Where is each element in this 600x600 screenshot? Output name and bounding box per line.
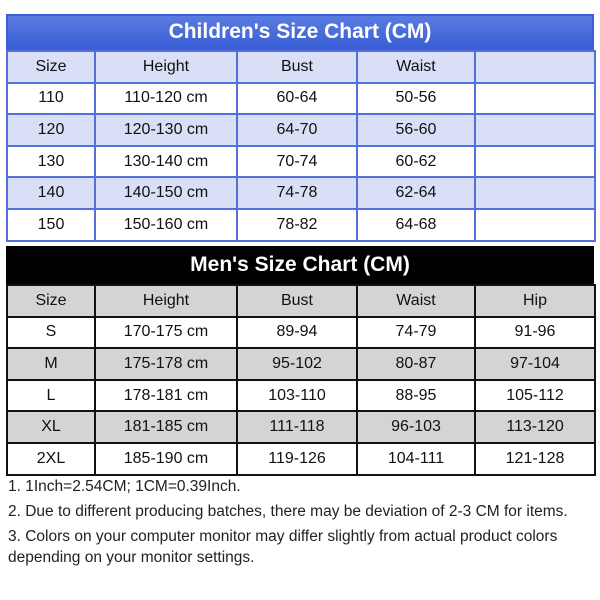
- note-colors: 3. Colors on your computer monitor may differ slightly from actual product colors depending on your monitor settings.: [8, 528, 558, 566]
- table-row: [7, 114, 595, 146]
- cell-height: 130-140 cm: [95, 146, 237, 178]
- cell-height: 150-160 cm: [95, 209, 237, 241]
- cell-waist: 104-111: [357, 443, 475, 475]
- cell-hip: 97-104: [475, 348, 595, 380]
- cell-empty: [475, 146, 595, 178]
- cell-size: 130: [7, 146, 95, 178]
- cell-size: 110: [7, 83, 95, 115]
- cell-waist: 88-95: [357, 380, 475, 412]
- header-size: Size: [7, 51, 95, 83]
- header-height: Height: [95, 285, 237, 317]
- cell-size: L: [7, 380, 95, 412]
- cell-height: 175-178 cm: [95, 348, 237, 380]
- size-notes: [8, 476, 592, 572]
- cell-bust: 89-94: [237, 317, 357, 349]
- cell-bust: 74-78: [237, 177, 357, 209]
- cell-size: XL: [7, 411, 95, 443]
- table-row: [7, 146, 595, 178]
- cell-empty: [475, 177, 595, 209]
- cell-empty: [475, 114, 595, 146]
- cell-waist: 74-79: [357, 317, 475, 349]
- table-row: [7, 411, 595, 443]
- table-header-row: [7, 285, 595, 317]
- note-conversion: 1. 1Inch=2.54CM; 1CM=0.39Inch.: [8, 478, 241, 495]
- header-bust: Bust: [237, 51, 357, 83]
- cell-bust: 64-70: [237, 114, 357, 146]
- header-size: Size: [7, 285, 95, 317]
- note-deviation: 2. Due to different producing batches, there may be deviation of 2-3 CM for items.: [8, 503, 568, 520]
- cell-waist: 60-62: [357, 146, 475, 178]
- cell-bust: 70-74: [237, 146, 357, 178]
- cell-height: 170-175 cm: [95, 317, 237, 349]
- table-row: [7, 380, 595, 412]
- cell-waist: 56-60: [357, 114, 475, 146]
- table-row: [7, 443, 595, 475]
- cell-waist: 80-87: [357, 348, 475, 380]
- cell-waist: 62-64: [357, 177, 475, 209]
- children-chart-title: Children's Size Chart (CM): [6, 14, 594, 50]
- cell-bust: 95-102: [237, 348, 357, 380]
- cell-size: 140: [7, 177, 95, 209]
- cell-hip: 91-96: [475, 317, 595, 349]
- cell-waist: 96-103: [357, 411, 475, 443]
- cell-bust: 60-64: [237, 83, 357, 115]
- cell-waist: 64-68: [357, 209, 475, 241]
- cell-bust: 78-82: [237, 209, 357, 241]
- men-size-table: [6, 284, 596, 476]
- men-size-chart: [6, 246, 594, 476]
- cell-empty: [475, 83, 595, 115]
- table-row: [7, 209, 595, 241]
- table-row: [7, 348, 595, 380]
- cell-height: 140-150 cm: [95, 177, 237, 209]
- cell-hip: 105-112: [475, 380, 595, 412]
- cell-height: 110-120 cm: [95, 83, 237, 115]
- header-hip: Hip: [475, 285, 595, 317]
- cell-waist: 50-56: [357, 83, 475, 115]
- header-height: Height: [95, 51, 237, 83]
- cell-size: M: [7, 348, 95, 380]
- cell-bust: 111-118: [237, 411, 357, 443]
- cell-hip: 121-128: [475, 443, 595, 475]
- table-row: [7, 317, 595, 349]
- cell-bust: 103-110: [237, 380, 357, 412]
- header-empty: [475, 51, 595, 83]
- cell-size: 150: [7, 209, 95, 241]
- cell-height: 181-185 cm: [95, 411, 237, 443]
- cell-height: 185-190 cm: [95, 443, 237, 475]
- cell-hip: 113-120: [475, 411, 595, 443]
- cell-height: 178-181 cm: [95, 380, 237, 412]
- table-row: [7, 177, 595, 209]
- cell-size: S: [7, 317, 95, 349]
- table-header-row: [7, 51, 595, 83]
- cell-size: 2XL: [7, 443, 95, 475]
- table-row: [7, 83, 595, 115]
- header-waist: Waist: [357, 51, 475, 83]
- children-size-chart: [6, 14, 594, 242]
- cell-height: 120-130 cm: [95, 114, 237, 146]
- men-chart-title: Men's Size Chart (CM): [6, 246, 594, 284]
- header-bust: Bust: [237, 285, 357, 317]
- children-size-table: [6, 50, 596, 242]
- cell-empty: [475, 209, 595, 241]
- cell-bust: 119-126: [237, 443, 357, 475]
- cell-size: 120: [7, 114, 95, 146]
- header-waist: Waist: [357, 285, 475, 317]
